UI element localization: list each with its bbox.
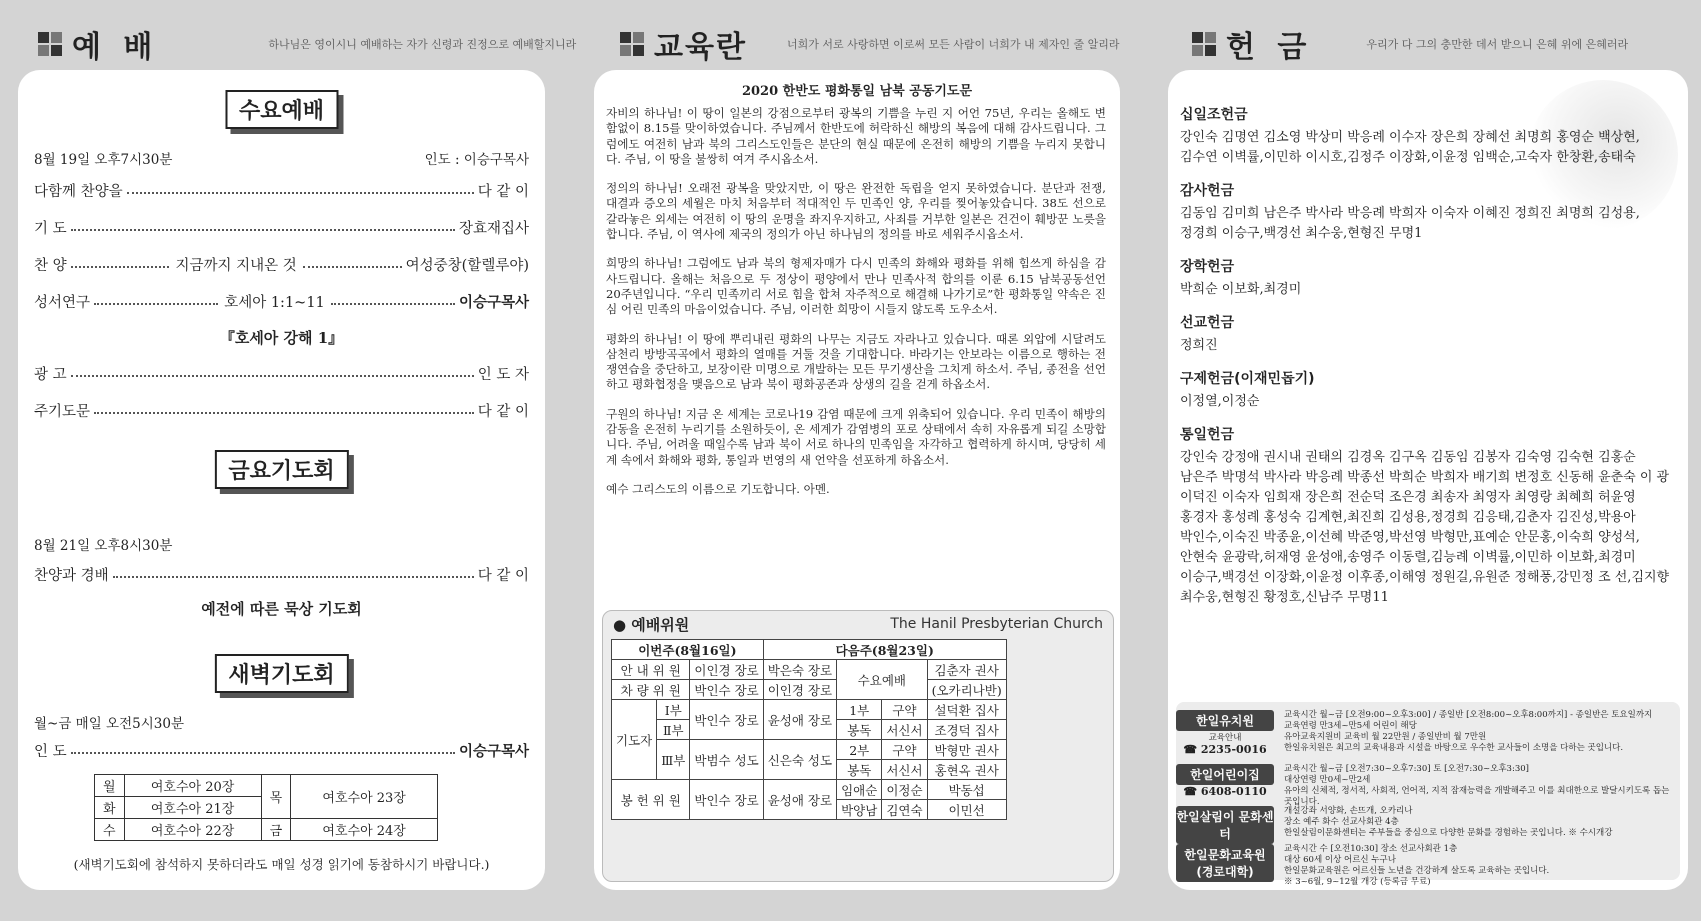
friday-date-text: 8월 21일 오후8시30분: [34, 538, 173, 554]
person-cell: 이인경 장로: [763, 680, 836, 700]
wednesday-title: 수요예배: [225, 90, 338, 129]
order-person: 이승구목사: [458, 294, 529, 311]
person-cell: 신은숙 성도: [763, 740, 836, 780]
church-name: The Hanil Presbyterian Church: [890, 616, 1103, 632]
person-cell: 윤성애 장로: [763, 700, 836, 740]
person-cell: 박형만 권사: [927, 740, 1006, 760]
part-cell: 구약: [882, 740, 927, 760]
education-line: 유아교육지원비 교육비 월 22만원 / 종일반비 월 7만원: [1284, 732, 1487, 742]
prayer-paragraph: 희망의 하나님! 그럼에도 남과 북의 형제자매가 다시 민족의 화해와 평화를 위해 힘쓰게 하심을 감사드립니다. 올해는 처음으로 두 정상이 평양에서 만나 민족사적 합의를 이룬 6.15 남북공동선언 20주년입니다. “우리 민족끼리 서로 힘을 합쳐 자주적으로 해결해 나가기로”한 평화통일 약속은 진심 어린 민족의 마음이었습니다. 주님, 이러한 희망이 시들지 않도록 도우소서.: [606, 256, 1106, 317]
education-item: [1176, 764, 1680, 808]
order-item: 기 도: [34, 221, 67, 237]
committee-label: ● 예배위원: [613, 615, 690, 634]
offering-category: 통일헌금: [1180, 427, 1235, 443]
committee-table: [611, 639, 1007, 820]
order-item: 인 도: [34, 744, 67, 760]
order-item: 성서연구: [34, 295, 91, 311]
person-cell: 박인수 장로: [690, 680, 763, 700]
education-line: 교육시간 수 [오전10:30] 장소 선교사회관 1층: [1284, 844, 1458, 854]
bible-reading-table: [94, 774, 438, 841]
education-line: 한일유치원은 최고의 교육내용과 시설을 바탕으로 우수한 교사들이 소명을 다하는 곳입니다.: [1284, 743, 1624, 753]
part-cell: 2부: [837, 740, 882, 760]
friday-title: 금요기도회: [214, 450, 348, 489]
part-cell: 서신서: [882, 720, 927, 740]
education-line: ※ 3~6월, 9~12월 개강 (등록금 무료): [1284, 877, 1431, 887]
education-line: 장소 예주 화수 선교사회관 4층: [1284, 817, 1399, 827]
reading-cell: 여호수아 24장: [291, 819, 438, 841]
education-line: 교육연령 만3세~만5세 어린이 해당: [1284, 721, 1417, 731]
offering-category: 감사헌금: [1180, 183, 1235, 199]
dawn-title: 새벽기도회: [214, 654, 348, 693]
education-item: [1176, 710, 1680, 756]
person-cell: 윤성애 장로: [763, 780, 836, 820]
sermon-title: 『호세아 강해 1』: [219, 329, 344, 347]
offering-verse: 우리가 다 그의 충만한 데서 받으니 은혜 위에 은혜러라: [1366, 38, 1629, 51]
order-person: 다 같 이: [477, 184, 529, 200]
offering-panel: [1168, 70, 1688, 890]
part-cell: 서신서: [882, 760, 927, 780]
person-cell: 박범수 성도: [690, 740, 763, 780]
order-person: 다 같 이: [477, 568, 529, 584]
prayer-paragraph: 평화의 하나님! 이 땅에 뿌리내린 평화의 나무는 지금도 자라나고 있습니다. 때론 외압에 시달려도 삼천리 방방곡곡에서 평화의 열매를 거둘 것을 기대합니다. 바라기는 안보라는 이름으로 행하는 전쟁연습을 중단하고, 보장이란 미명으로 개발하는 모든 무기생산을 그치게 하소서. 주님, 종전을 선언하고 평화협정을 맺음으로 남과 북이 평화공존과 상생의 길을 걷게 하옵소서.: [606, 331, 1106, 392]
role-cell: 안 내 위 원: [612, 660, 690, 680]
education-name: 한일어린이집: [1176, 764, 1274, 785]
person-cell: (오카리나반): [927, 680, 1006, 700]
education-header: [620, 24, 1119, 64]
day-cell: 목: [261, 775, 291, 819]
offering-category: 장학헌금: [1180, 259, 1235, 275]
person-cell: 이민선: [927, 800, 1006, 820]
education-verse: 너희가 서로 사랑하면 이로써 모든 사람이 너희가 내 제자인 줄 알리라: [786, 38, 1120, 51]
wednesday-date: 8월 19일 오후7시30분: [34, 152, 173, 168]
role-cell: 봉 헌 위 원: [612, 780, 690, 820]
role-cell: 차 량 위 원: [612, 680, 690, 700]
person-cell: 박은숙 장로: [763, 660, 836, 680]
part-cell: Ⅱ부: [657, 720, 690, 740]
prayer-text: [606, 106, 1106, 511]
education-line: 교육시간 월~금 [오전7:30~오후7:30] 토 [오전7:30~오후3:30]: [1284, 764, 1529, 774]
education-line: 한일문화교육원은 어르신들 노년을 건강하게 살도록 교육하는 곳입니다.: [1284, 866, 1550, 876]
order-row: [34, 564, 529, 585]
wednesday-dateline: [34, 148, 529, 168]
order-row: [34, 254, 529, 275]
offering-category: 십일조헌금: [1180, 107, 1248, 123]
part-cell: 1부: [837, 700, 882, 720]
education-name: 한일문화교육원 (경로대학): [1176, 844, 1274, 882]
offering-category: 구제헌금(이재민돕기): [1180, 371, 1315, 387]
reading-cell: 여호수아 20장: [124, 775, 261, 797]
person-cell: 김춘자 권사: [927, 660, 1006, 680]
order-item: 다함께 찬양을: [34, 184, 123, 200]
worship-committee-box: [602, 610, 1114, 882]
education-item: [1176, 844, 1680, 888]
friday-note: 예전에 따른 묵상 기도회: [201, 600, 362, 618]
education-title: 교육란: [654, 30, 747, 65]
person-cell: 조경덕 집사: [927, 720, 1006, 740]
worship-title: 예 배: [72, 30, 159, 65]
person-cell: 이정순: [882, 780, 927, 800]
next-week-header: 다음주(8월23일): [763, 640, 1006, 660]
prayer-title: 2020 한반도 평화통일 남북 공동기도문: [741, 84, 973, 99]
education-panel: [594, 70, 1120, 890]
order-row: [34, 400, 529, 421]
order-row: [34, 217, 529, 238]
offering-names: 이정열,이정순: [1180, 394, 1260, 409]
order-item: 주기도문: [34, 404, 91, 420]
reading-cell: 여호수아 21장: [124, 797, 261, 819]
day-cell: 화: [95, 797, 125, 819]
part-cell: Ⅲ부: [657, 740, 690, 780]
square-grid-icon: [38, 32, 62, 56]
education-phone: ☎ 2235-0016: [1183, 743, 1267, 756]
part-cell: 봉독: [837, 760, 882, 780]
education-name: 한일유치원: [1176, 710, 1274, 731]
day-cell: 금: [261, 819, 291, 841]
day-cell: 월: [95, 775, 125, 797]
offering-names: 정희진: [1180, 338, 1218, 353]
part-cell: Ⅰ부: [657, 700, 690, 720]
order-title: 호세아 1:1~11: [224, 295, 325, 311]
person-cell: 임애순: [837, 780, 882, 800]
offering-names: 강인숙 김명연 김소영 박상미 박응례 이수자 장은희 장혜선 최명희 홍영순 백상현,김수연 이벽률,이민하 이시호,김정주 이장화,이윤정 임백순,고숙자 한창환,송태숙: [1180, 130, 1640, 165]
reading-cell: 여호수아 23장: [291, 775, 438, 819]
offering-names: 박희순 이보화,최경미: [1180, 282, 1302, 297]
square-grid-icon: [620, 32, 644, 56]
prayer-paragraph: 구원의 하나님! 지금 온 세계는 코로나19 감염 때문에 크게 위축되어 있습니다. 우리 민족이 해방의 감동을 온전히 누리기를 소원하듯이, 온 세계가 감염병의 포로 상태에서 속히 자유롭게 되길 소망합니다. 주님, 어려울 때일수록 남과 북이 서로 하나의 민족임을 자각하고 협력하게 하시며, 당당히 세계 속에서 화해와 평화, 통일과 번영의 새 언약을 선포하게 하옵소서.: [606, 406, 1106, 467]
person-cell: 설덕환 집사: [927, 700, 1006, 720]
worship-panel: [18, 70, 545, 890]
education-line: 교육시간 월~금 [오전9:00~오후3:00] / 종일반 [오전8:00~오후8:00까지] - 종일반은 토요일까지: [1284, 710, 1653, 720]
wednesday-leader: 인도 : 이승구목사: [424, 152, 529, 168]
part-cell: 봉독: [837, 720, 882, 740]
offering-title: 헌 금: [1226, 30, 1313, 65]
person-cell: 이인경 장로: [690, 660, 763, 680]
offering-header: [1192, 24, 1628, 64]
education-phone: ☎ 6408-0110: [1183, 785, 1267, 798]
order-person: 여성중창(할렐루야): [405, 258, 529, 274]
prayer-paragraph: 자비의 하나님! 이 땅이 일본의 강점으로부터 광복의 기쁨을 누린 지 어언 75년, 우리는 올해도 변함없이 8.15를 맞이하였습니다. 주님께서 한반도에 허락하신 해방의 복음에 대해 감사드립니다. 그럼에도 여전히 남과 북의 그리스도인들은 분단의 현실 때문에 온전히 해방의 기쁨을 누리지 못합니다. 주님, 이 땅을 불쌍히 여겨 주시옵소서.: [606, 106, 1106, 166]
dawn-date-text: 월~금 매일 오전5시30분: [34, 716, 184, 732]
education-line: 유아의 신체적, 정서적, 사회적, 언어적, 지적 잠재능력을 개발해주고 이를 최대한으로 발달시키도록 돕는 곳입니다.: [1284, 786, 1670, 807]
role-cell: 수요예배: [837, 660, 927, 700]
bible-reading-note: (새벽기도회에 참석하지 못하더라도 매일 성경 읽기에 동참하시기 바랍니다.): [73, 857, 490, 872]
education-name: 한일살림이 문화센터: [1176, 806, 1274, 844]
offering-category: 선교헌금: [1180, 315, 1235, 331]
dawn-date: [34, 712, 529, 732]
order-person: 장효재집사: [458, 221, 529, 237]
offering-list: [1180, 92, 1674, 608]
order-item: 찬양과 경배: [34, 568, 109, 584]
square-grid-icon: [1192, 32, 1216, 56]
person-cell: 박양남: [837, 800, 882, 820]
order-item: 광 고: [34, 367, 67, 383]
order-row: [34, 740, 529, 761]
education-line: 개설강좌 서양화, 손뜨개, 오카리나: [1284, 806, 1413, 816]
worship-verse: 하나님은 영이시니 예배하는 자가 신령과 진정으로 예배할지니라: [268, 38, 577, 51]
order-title: 지금까지 지내온 것: [175, 258, 297, 274]
education-line: 대상연령 만0세~만2세: [1284, 775, 1371, 785]
education-info-box: [1176, 702, 1680, 887]
education-line: 대상 60세 이상 어르신 누구나: [1284, 855, 1396, 865]
person-cell: 홍현옥 권사: [927, 760, 1006, 780]
person-cell: 박인수 장로: [690, 700, 763, 740]
order-row: [34, 363, 529, 384]
part-cell: 구약: [882, 700, 927, 720]
person-cell: 박동섭: [927, 780, 1006, 800]
offering-names: 강인숙 강정애 권시내 권태의 김경옥 김구옥 김동임 김봉자 김숙영 김숙현 김홍순 남은주 박명석 박사라 박응례 박종선 박희순 박희자 배기희 변정호 신동해 윤춘숙 이 광 이덕진 이숙자 임희재 장은희 전순덕 조은경 최송자 최영자 최영랑 최혜희 허윤영 홍경자 홍성례 홍성숙 김계현,최진희 김성용,정경희 김응태,김춘자 김진성,박용아 박인수,이숙진 박종윤,이선혜 박준영,박선영 박형만,표예순 안문홍,이숙희 양성석,안현숙 윤광락,허재영 윤성애,송영주 이동렬,김능례 이벽률,이민하 이보화,최경미 이승구,백경선 이장화,이윤정 이후종,이해영 정원길,유원준 정해풍,강민정 조 선,김지향 최수웅,현형진 황정호,신남주 무명11: [1180, 450, 1670, 605]
order-person: 인 도 자: [477, 367, 529, 383]
prayer-paragraph: 정의의 하나님! 오래전 광복을 맞았지만, 이 땅은 완전한 독립을 얻지 못하였습니다. 분단과 전쟁, 대결과 증오의 세월은 마치 처음부터 적대적인 두 민족인 양, 우리를 찢어놓았습니다. 38도 선으로 갈라놓은 외세는 여전히 이 땅의 운명을 좌지우지하고, 사죄를 거부한 일본은 건건이 훼방꾼 노릇을 합니다. 주님, 이 역사에 제국의 정의가 아닌 하나님의 정의를 바로 세워주시옵소서.: [606, 181, 1106, 242]
person-cell: 김연숙: [882, 800, 927, 820]
order-row: [34, 180, 529, 201]
offering-names: 김동임 김미희 남은주 박사라 박응례 박희자 이숙자 이혜진 정희진 최명희 김성용,정경희 이승구,백경선 최수웅,현형진 무명1: [1180, 206, 1640, 241]
order-row: [34, 291, 529, 312]
person-cell: 박인수 장로: [690, 780, 763, 820]
day-cell: 수: [95, 819, 125, 841]
reading-cell: 여호수아 22장: [124, 819, 261, 841]
friday-date: [34, 534, 529, 554]
worship-header: [38, 24, 576, 64]
prayer-paragraph: 예수 그리스도의 이름으로 기도합니다. 아멘.: [606, 481, 830, 496]
role-cell: 기도자: [612, 700, 657, 780]
order-person: 이승구목사: [458, 743, 529, 760]
education-item: [1176, 806, 1680, 844]
education-sub: 교육안내: [1208, 733, 1242, 743]
education-line: 한일살림이문화센터는 주부들을 중심으로 다양한 문화를 경험하는 곳입니다. ※ 수시개강: [1284, 828, 1613, 838]
this-week-header: 이번주(8월16일): [612, 640, 764, 660]
order-person: 다 같 이: [477, 404, 529, 420]
order-item: 찬 양: [34, 258, 67, 274]
